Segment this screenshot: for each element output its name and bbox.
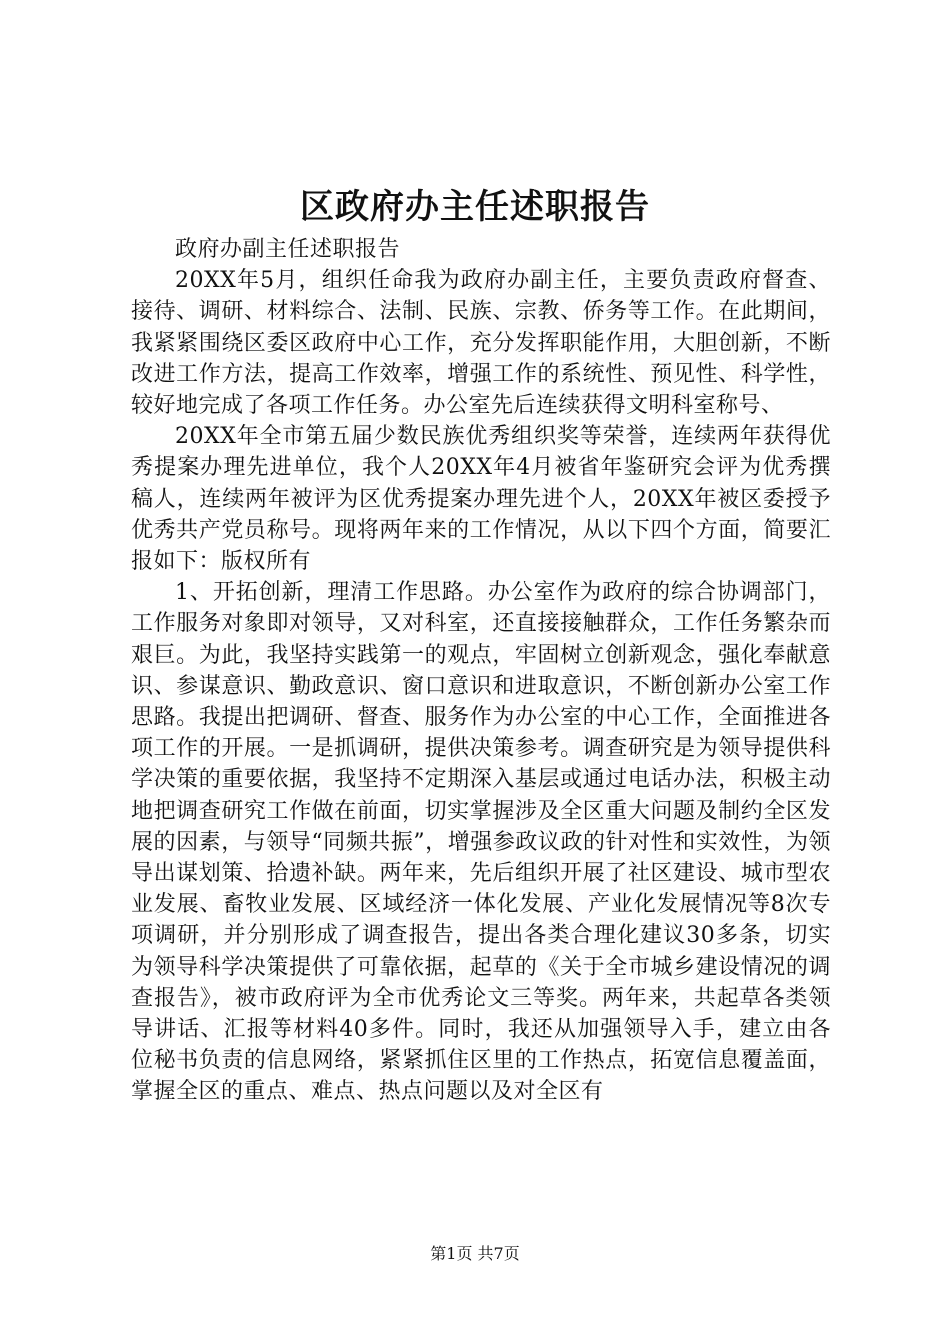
- paragraph-intro: 20XX年5月，组织任命我为政府办副主任，主要负责政府督查、接待、调研、材料综合、法制、民族、宗教、侨务等工作。在此期间，我紧紧围绕区委区政府中心工作，充分发挥职能作用，大胆创新，不断改进工作方法，提高工作效率，增强工作的系统性、预见性、科学性，较好地完成了各项工作任务。办公室先后连续获得文明科室称号、: [131, 268, 831, 419]
- paragraph-honors: 20XX年全市第五届少数民族优秀组织奖等荣誉，连续两年获得优秀提案办理先进单位，我个人20XX年4月被省年鉴研究会评为优秀撰稿人，连续两年被评为区优秀提案办理先进个人，20XX年被区委授予优秀共产党员称号。现将两年来的工作情况，从以下四个方面，简要汇报如下：版权所有: [131, 424, 831, 575]
- paragraph-subtitle: 政府办副主任述职报告: [175, 237, 401, 262]
- paragraph-section-1: 1、开拓创新，理清工作思路。办公室作为政府的综合协调部门，工作服务对象即对领导，又对科室，还直接接触群众，工作任务繁杂而艰巨。为此，我坚持实践第一的观点，牢固树立创新观念，强化奉献意识、参谋意识、勤政意识、窗口意识和进取意识，不断创新办公室工作思路。我提出把调研、督查、服务作为办公室的中心工作，全面推进各项工作的开展。一是抓调研，提供决策参考。调查研究是为领导提供科学决策的重要依据，我坚持不定期深入基层或通过电话办法，积极主动地把调查研究工作做在前面，切实掌握涉及全区重大问题及制约全区发展的因素，与领导“同频共振”，增强参政议政的针对性和实效性，为领导出谋划策、拾遗补缺。两年来，先后组织开展了社区建设、城市型农业发展、畜牧业发展、区域经济一体化发展、产业化发展情况等8次专项调研，并分别形成了调查报告，提出各类合理化建议30多条，切实为领导科学决策提供了可靠依据，起草的《关于全市城乡建设情况的调查报告》，被市政府评为全市优秀论文三等奖。两年来，共起草各类领导讲话、汇报等材料40多件。同时，我还从加强领导入手，建立由各位秘书负责的信息网络，紧紧抓住区里的工作热点，拓宽信息覆盖面，掌握全区的重点、难点、热点问题以及对全区有: [131, 580, 831, 1105]
- page-number-footer: 第1页 共7页: [430, 1244, 520, 1263]
- document-body: [131, 234, 831, 1108]
- document-title: 区政府办主任述职报告: [300, 187, 650, 227]
